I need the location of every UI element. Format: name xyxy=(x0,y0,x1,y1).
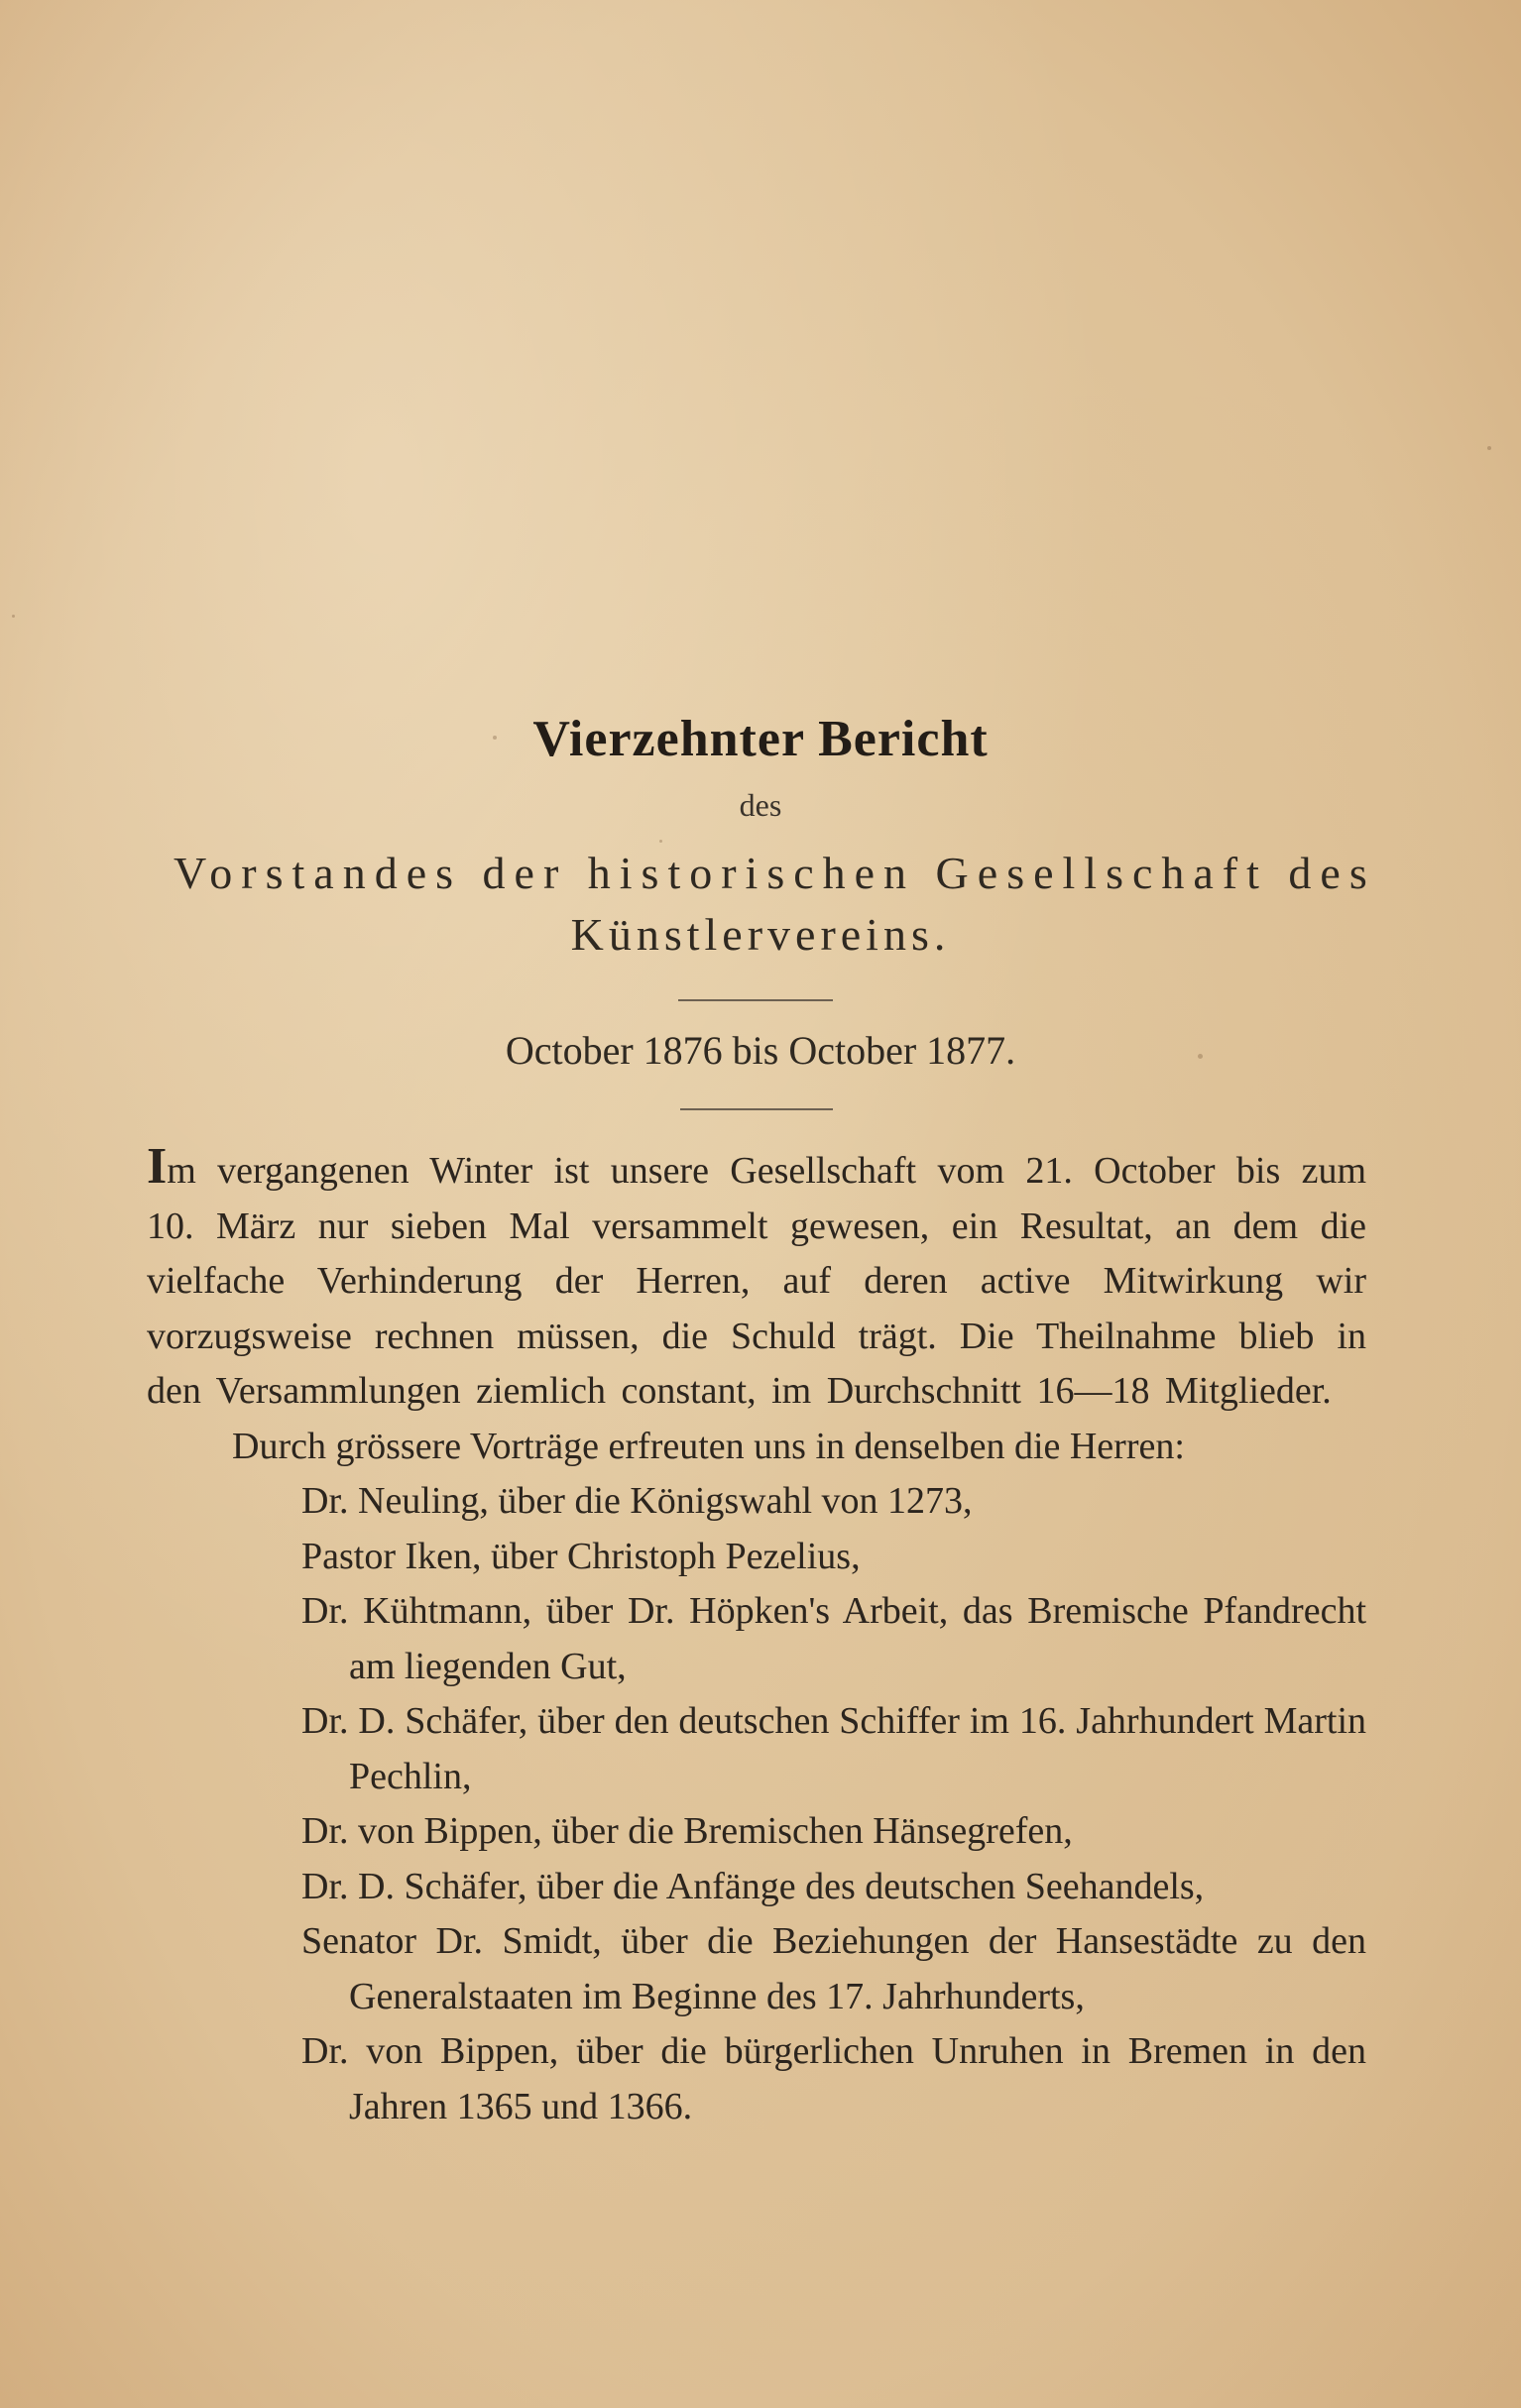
list-item: Dr. Neuling, über die Königswahl von 1273, xyxy=(301,1480,973,1522)
paragraph-intro-text: m vergangenen Winter ist unsere Gesellschaft vom 21. October bis zum 10. März nur sieben Mal versammelt gewesen, ein Resultat, an dem die vielfache Verhinderung der Herren, auf deren active Mitwirkung wir vorzugsweise rechnen müssen, die Schuld trägt. Die Theilnahme blieb in den Versammlungen ziemlich constant, im Durchschnitt 16—18 Mitglieder. xyxy=(147,1150,1366,1412)
report-title: Vierzehnter Bericht xyxy=(532,711,989,767)
report-subtitle-line1: Vorstandes der historischen Gesellschaft des xyxy=(174,848,1376,898)
initial-letter: I xyxy=(147,1138,168,1195)
report-des: des xyxy=(739,787,782,823)
list-item: Dr. von Bippen, über die Bremischen Hänsegrefen, xyxy=(301,1810,1073,1852)
paper-speck xyxy=(1487,446,1491,450)
lecture-list xyxy=(147,1474,1366,2134)
report-period: October 1876 bis October 1877. xyxy=(505,1028,1016,1073)
paper-speck xyxy=(1198,1054,1203,1059)
report-subtitle-line2: Künstlervereins. xyxy=(570,909,951,960)
divider-bottom xyxy=(680,1108,833,1110)
divider-top xyxy=(678,999,833,1001)
paper-speck xyxy=(493,736,497,740)
list-item: Senator Dr. Smidt, über die Beziehungen der Hansestädte zu den Generalstaaten im Beginne des 17. Jahrhunderts, xyxy=(301,1920,1366,2017)
paper-speck xyxy=(12,615,15,618)
list-item: Dr. Kühtmann, über Dr. Höpken's Arbeit, das Bremische Pfandrecht am liegenden Gut, xyxy=(301,1590,1366,1687)
report-body xyxy=(147,1138,1366,2134)
list-item: Dr. D. Schäfer, über die Anfänge des deutschen Seehandels, xyxy=(301,1865,1205,1907)
paper-speck xyxy=(659,840,662,843)
list-item: Pastor Iken, über Christoph Pezelius, xyxy=(301,1535,861,1577)
paragraph-intro xyxy=(147,1138,1366,1420)
paragraph-lectures-intro: Durch grössere Vorträge erfreuten uns in denselben die Herren: xyxy=(232,1425,1185,1467)
list-item: Dr. D. Schäfer, über den deutschen Schiffer im 16. Jahrhundert Martin Pechlin, xyxy=(301,1700,1366,1797)
list-item: Dr. von Bippen, über die bürgerlichen Unruhen in Bremen in den Jahren 1365 und 1366. xyxy=(301,2030,1366,2127)
